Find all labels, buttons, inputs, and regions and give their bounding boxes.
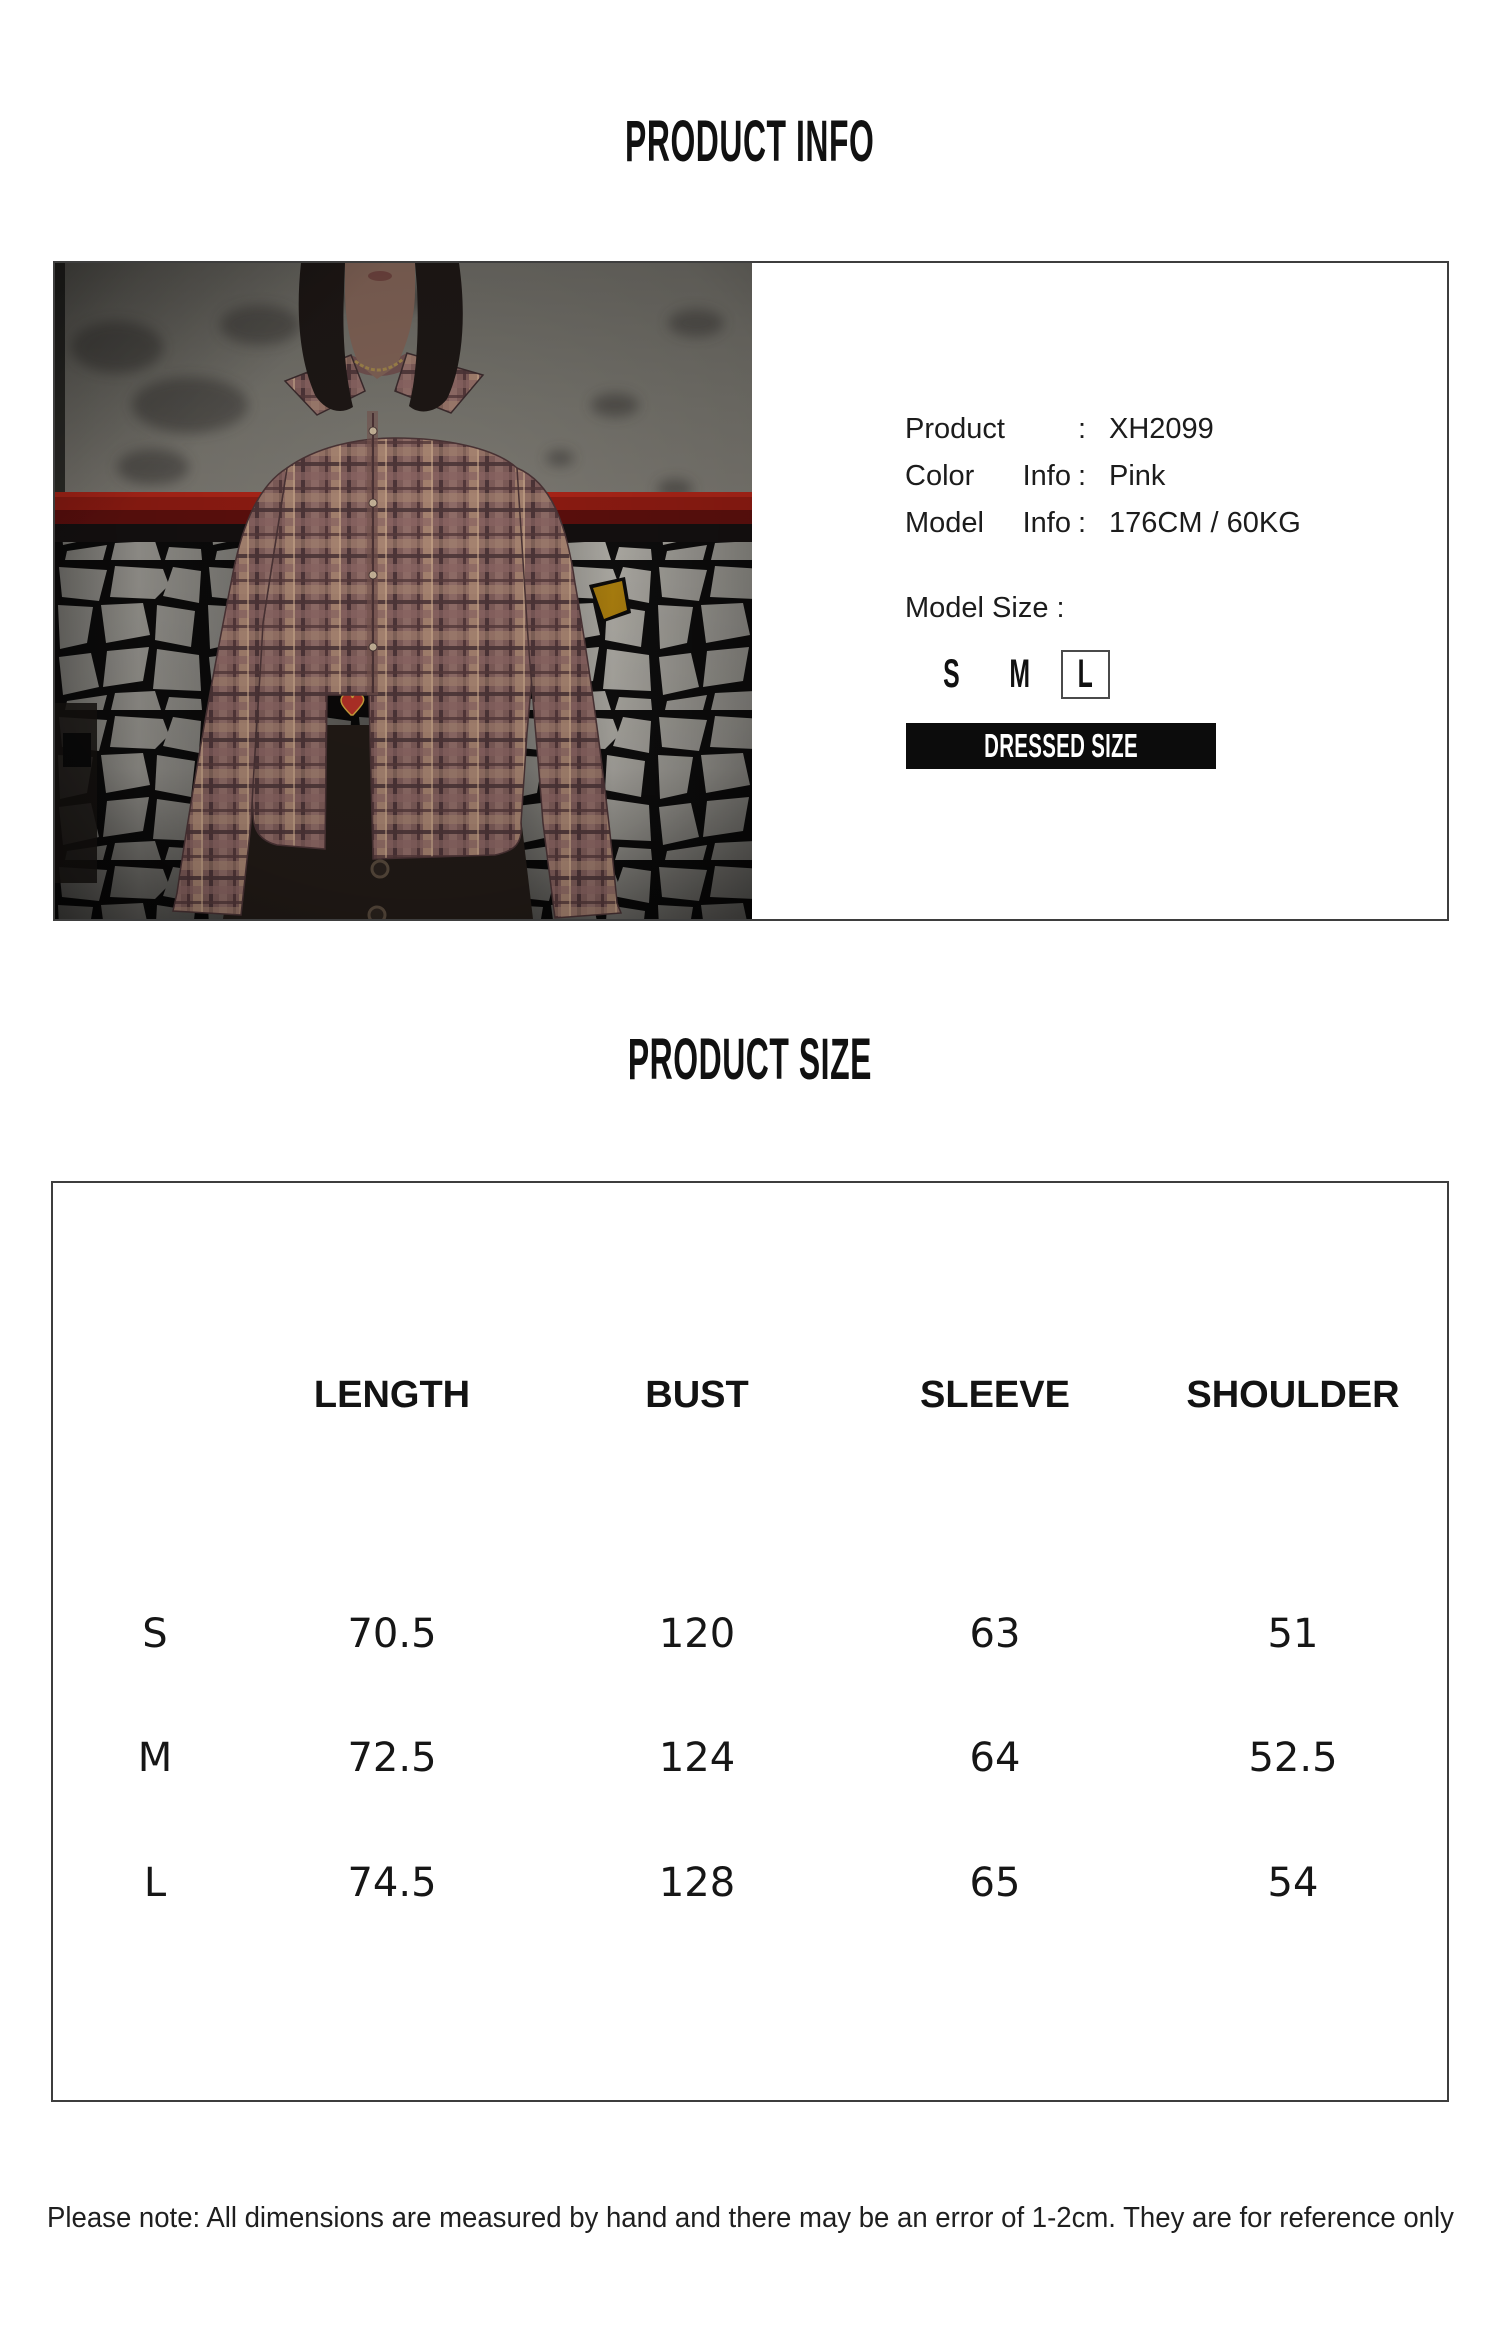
column-header-bust: BUST xyxy=(645,1374,749,1416)
column-header-sleeve: SLEEVE xyxy=(920,1374,1070,1416)
measurement-disclaimer-text: Please note: All dimensions are measured by hand and there may be an error of 1-2cm. They are for reference only xyxy=(46,2202,1454,2234)
size-option-s-label: S xyxy=(943,652,960,696)
cell-shoulder: 52.5 xyxy=(1248,1735,1338,1781)
cell-sleeve: 63 xyxy=(969,1611,1021,1657)
spec-label: Product xyxy=(905,413,1005,445)
dressed-size-badge xyxy=(906,723,1216,769)
size-table-header-row xyxy=(53,1373,1447,1417)
model-size-options xyxy=(752,650,1447,699)
size-option-m-label: M xyxy=(1009,652,1030,696)
cell-shoulder: 51 xyxy=(1267,1611,1319,1657)
model-photo-illustration xyxy=(55,263,752,919)
row-size-label: L xyxy=(143,1860,167,1906)
row-size-label: M xyxy=(137,1735,173,1781)
spec-value: 176CM / 60KG xyxy=(1109,507,1301,539)
model-photo xyxy=(55,263,752,919)
spec-line-model xyxy=(905,500,1301,547)
cell-sleeve: 64 xyxy=(969,1735,1021,1781)
table-row-s xyxy=(53,1612,1447,1656)
spec-label: Color Info xyxy=(905,460,1071,492)
product-info-title-text: PRODUCT INFO xyxy=(625,109,875,174)
cell-bust: 124 xyxy=(658,1735,736,1781)
size-option-l-selected[interactable] xyxy=(1061,650,1110,699)
cell-bust: 120 xyxy=(658,1611,736,1657)
dressed-size-badge-text: DRESSED SIZE xyxy=(984,727,1138,764)
cell-length: 74.5 xyxy=(347,1860,437,1906)
product-size-title-text: PRODUCT SIZE xyxy=(627,1027,873,1092)
cell-length: 72.5 xyxy=(347,1735,437,1781)
cell-sleeve: 65 xyxy=(969,1860,1021,1906)
spec-line-color xyxy=(905,453,1301,500)
cell-shoulder: 54 xyxy=(1267,1860,1319,1906)
size-option-m[interactable] xyxy=(995,650,1044,699)
product-size-title xyxy=(0,1028,1500,1092)
row-size-label: S xyxy=(142,1611,168,1657)
table-row-l xyxy=(53,1861,1447,1905)
spec-colon: : xyxy=(1077,460,1087,492)
cell-length: 70.5 xyxy=(347,1611,437,1657)
spec-colon: : xyxy=(1077,507,1087,539)
measurement-disclaimer xyxy=(0,2201,1500,2235)
model-size-label: Model Size : xyxy=(905,592,1065,624)
column-header-length: LENGTH xyxy=(313,1374,471,1416)
size-option-s[interactable] xyxy=(927,650,976,699)
product-info-title xyxy=(0,110,1500,174)
spec-colon: : xyxy=(1077,413,1087,445)
product-info-panel xyxy=(752,263,1447,919)
cell-bust: 128 xyxy=(658,1860,736,1906)
size-option-l-label: L xyxy=(1077,652,1094,696)
table-row-m xyxy=(53,1736,1447,1780)
product-spec-lines xyxy=(905,406,1301,547)
spec-value: Pink xyxy=(1109,460,1166,492)
product-info-box xyxy=(53,261,1449,921)
size-table xyxy=(51,1181,1449,2102)
spec-line-product xyxy=(905,406,1301,453)
spec-label: Model Info xyxy=(905,507,1071,539)
spec-value: XH2099 xyxy=(1109,413,1214,445)
column-header-shoulder: SHOULDER xyxy=(1186,1374,1400,1416)
